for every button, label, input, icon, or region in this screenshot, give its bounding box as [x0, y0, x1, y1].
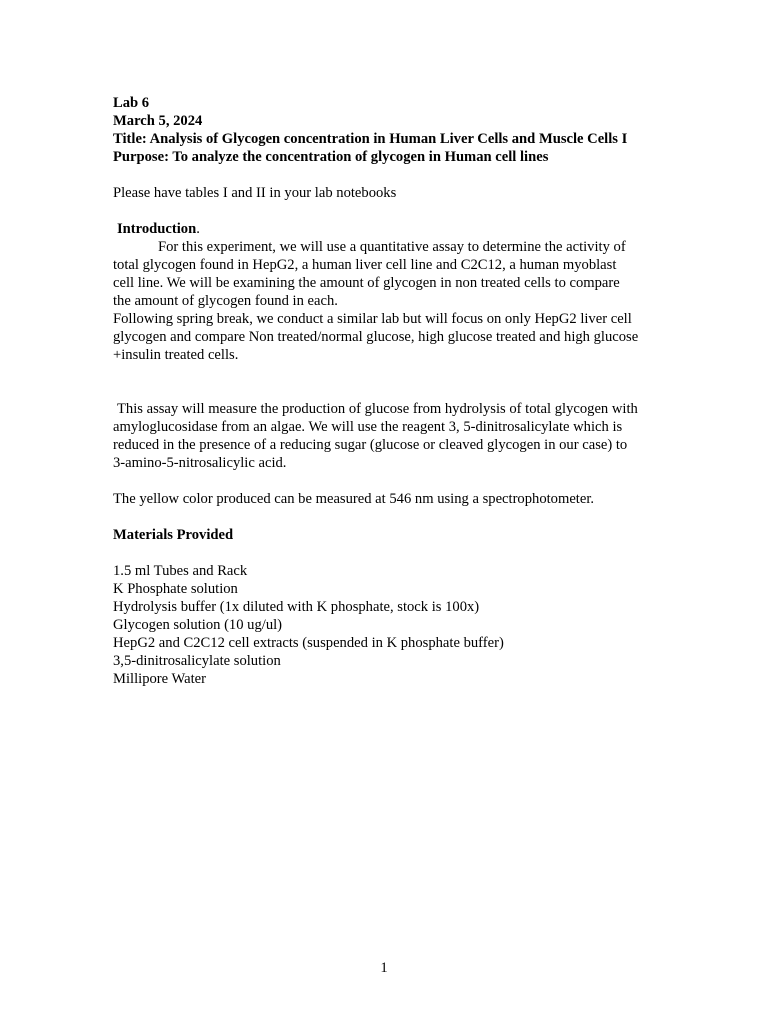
spacer: [113, 472, 673, 490]
lab-date: March 5, 2024: [113, 113, 203, 129]
paragraph-line: total glycogen found in HepG2, a human liver cell line and C2C12, a human myoblast: [113, 257, 617, 273]
introduction-heading: Introduction: [117, 221, 197, 237]
page-number: 1: [380, 960, 388, 976]
paragraph-line: cell line. We will be examining the amount of glycogen in non treated cells to compare: [113, 275, 620, 291]
materials-list: [113, 562, 673, 688]
paragraph-line: Following spring break, we conduct a similar lab but will focus on only HepG2 liver cell: [113, 311, 632, 327]
materials-item: 3,5-dinitrosalicylate solution: [113, 653, 281, 669]
paragraph-line: amyloglucosidase from an algae. We will use the reagent 3, 5-dinitrosalicylate which is: [113, 419, 623, 435]
materials-heading: Materials Provided: [113, 527, 234, 543]
spacer: [113, 544, 673, 562]
paragraph-line: +insulin treated cells.: [113, 347, 239, 363]
lab-title: Title: Analysis of Glycogen concentration in Human Liver Cells and Muscle Cells I: [113, 131, 628, 147]
spacer: [113, 364, 673, 400]
document-body: [113, 94, 673, 688]
paragraph-line: the amount of glycogen found in each.: [113, 293, 338, 309]
lab-number: Lab 6: [113, 95, 150, 111]
paragraph-line: For this experiment, we will use a quantitative assay to determine the activity of: [158, 239, 626, 255]
materials-item: Glycogen solution (10 ug/ul): [113, 617, 283, 633]
materials-item: K Phosphate solution: [113, 581, 238, 597]
lab-purpose: Purpose: To analyze the concentration of glycogen in Human cell lines: [113, 149, 549, 165]
spacer: [113, 202, 673, 220]
notebook-note: Please have tables I and II in your lab notebooks: [113, 185, 397, 201]
materials-item: Millipore Water: [113, 671, 206, 687]
introduction-paragraph-3: [113, 400, 673, 472]
introduction-paragraph-2: [113, 310, 673, 364]
introduction-heading-line: [113, 220, 673, 238]
paragraph-line: reduced in the presence of a reducing sugar (glucose or cleaved glycogen in our case) to: [113, 437, 628, 453]
introduction-heading-punct: .: [196, 221, 200, 237]
materials-item: Hydrolysis buffer (1x diluted with K phosphate, stock is 100x): [113, 599, 480, 615]
paragraph-line: 3-amino-5-nitrosalicylic acid.: [113, 455, 287, 471]
introduction-paragraph-1: [113, 238, 673, 310]
spacer: [113, 508, 673, 526]
spacer: [113, 166, 673, 184]
paragraph-line: glycogen and compare Non treated/normal glucose, high glucose treated and high glucose: [113, 329, 639, 345]
materials-item: 1.5 ml Tubes and Rack: [113, 563, 248, 579]
introduction-paragraph-4: The yellow color produced can be measured at 546 nm using a spectrophotometer.: [113, 491, 595, 507]
paragraph-line: This assay will measure the production of glucose from hydrolysis of total glycogen with: [117, 401, 638, 417]
materials-item: HepG2 and C2C12 cell extracts (suspended in K phosphate buffer): [113, 635, 504, 651]
